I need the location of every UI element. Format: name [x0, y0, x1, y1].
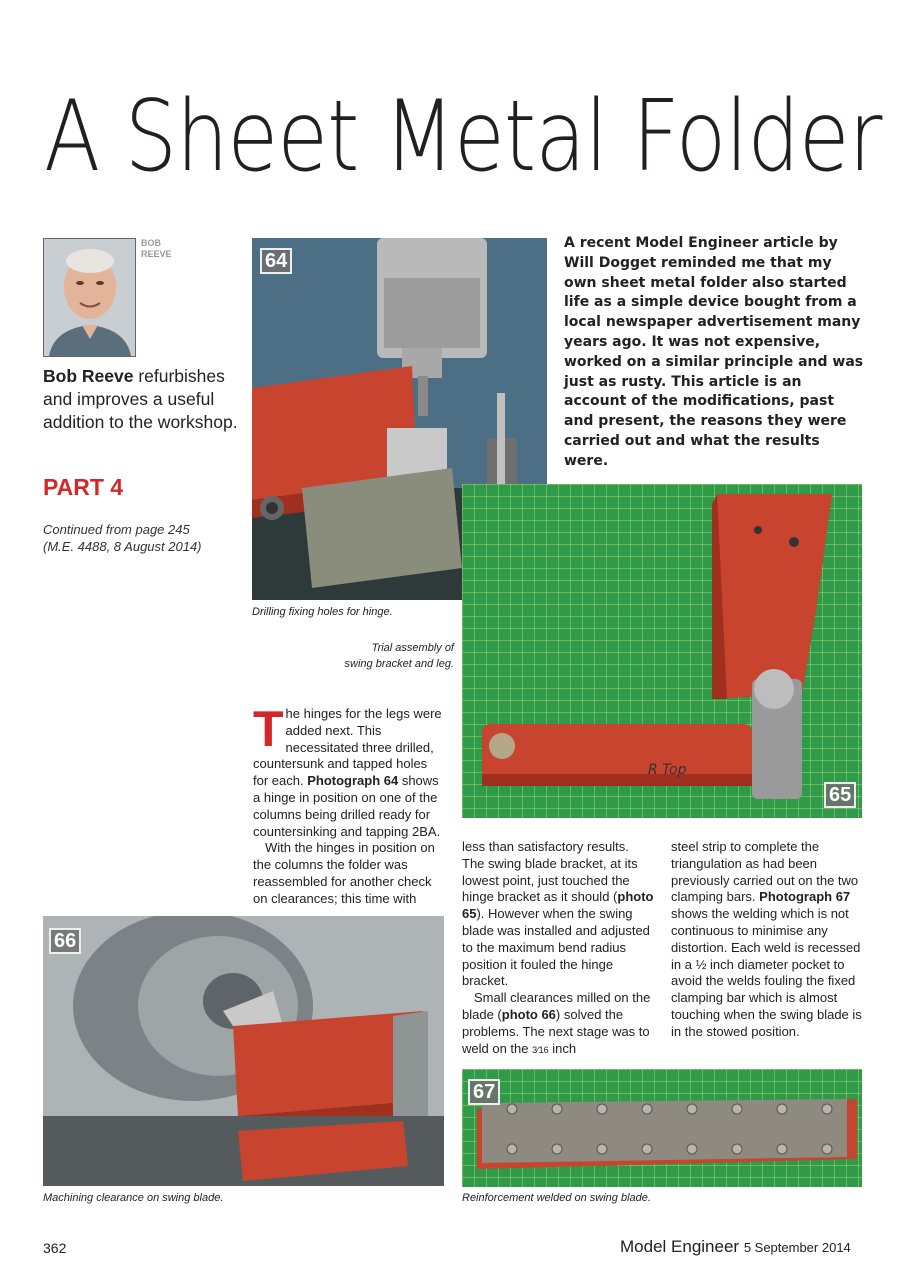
article-title: A Sheet Metal Folder [44, 80, 882, 194]
author-portrait [43, 238, 136, 357]
photo-65-caption: Trial assembly of swing bracket and leg. [344, 642, 454, 670]
issue-date: 5 September 2014 [743, 1240, 851, 1255]
photo-65-scribble: R Top [648, 762, 687, 778]
magazine-footer [620, 1237, 851, 1257]
photo-67-caption: Reinforcement welded on swing blade. [462, 1192, 651, 1204]
photo-64-caption: Drilling fixing holes for hinge. [252, 606, 393, 618]
author-name: BOB REEVE [141, 238, 172, 259]
photo-65-number: 65 [824, 782, 856, 808]
photo-67-number: 67 [468, 1079, 500, 1105]
intro-paragraph: A recent Model Engineer article by Will Dogget reminded me that my own sheet metal folder also started life as a simple device bought from a local newspaper advertisement many years ago. It was not expensive, worked on a similar principle and was just as rusty. This article is an account of the modifications, past and present, the reasons they were carried out and what the results were. [564, 235, 864, 469]
page-number: 362 [43, 1240, 67, 1256]
body-column-1: The hinges for the legs were added next. This necessitated three drilled, countersunk and tapped holes for each. Photograph 64 shows a hinge in position on one of the columns being drilled ready for countersinking and tapping 2BA. With the hinges in position on the columns the folder was reassembled for another check on clearances; this time with [253, 701, 442, 906]
standfirst-author: Bob Reeve [43, 366, 134, 386]
part-label: PART 4 [43, 474, 124, 500]
photo-66-caption: Machining clearance on swing blade. [43, 1192, 224, 1204]
continued-note: Continued from page 245 (M.E. 4488, 8 August 2014) [43, 522, 202, 554]
drop-cap: T [253, 701, 284, 757]
standfirst: Bob Reeve refurbishes and improves a useful addition to the workshop. [43, 366, 238, 432]
photo-67 [462, 1069, 862, 1187]
body-column-2: less than satisfactory results. The swing blade bracket, at its lowest point, just touched the hinge bracket as it should (photo 65). However when the swing blade was installed and adjusted to the maximum bend radius position it fouled the hinge bracket. Small clearances milled on the blade (photo 66) solved the problems. The next stage was to weld on the 3⁄16 inch [462, 839, 654, 1056]
body-column-3: steel strip to complete the triangulation as had been previously carried out on the two clamping bars. Photograph 67 shows the welding which is not continuous to minimise any distortion. Each weld is recessed in a ½ inch diameter pocket to avoid the welds fouling the fixed clamping bar which is almost touching when the swing blade is in the stowed position. [671, 839, 862, 1039]
photo-64-number: 64 [260, 248, 292, 274]
magazine-name: Model Engineer [620, 1237, 740, 1256]
photo-66 [43, 916, 444, 1186]
photo-65 [462, 484, 862, 818]
photo-66-number: 66 [49, 928, 81, 954]
